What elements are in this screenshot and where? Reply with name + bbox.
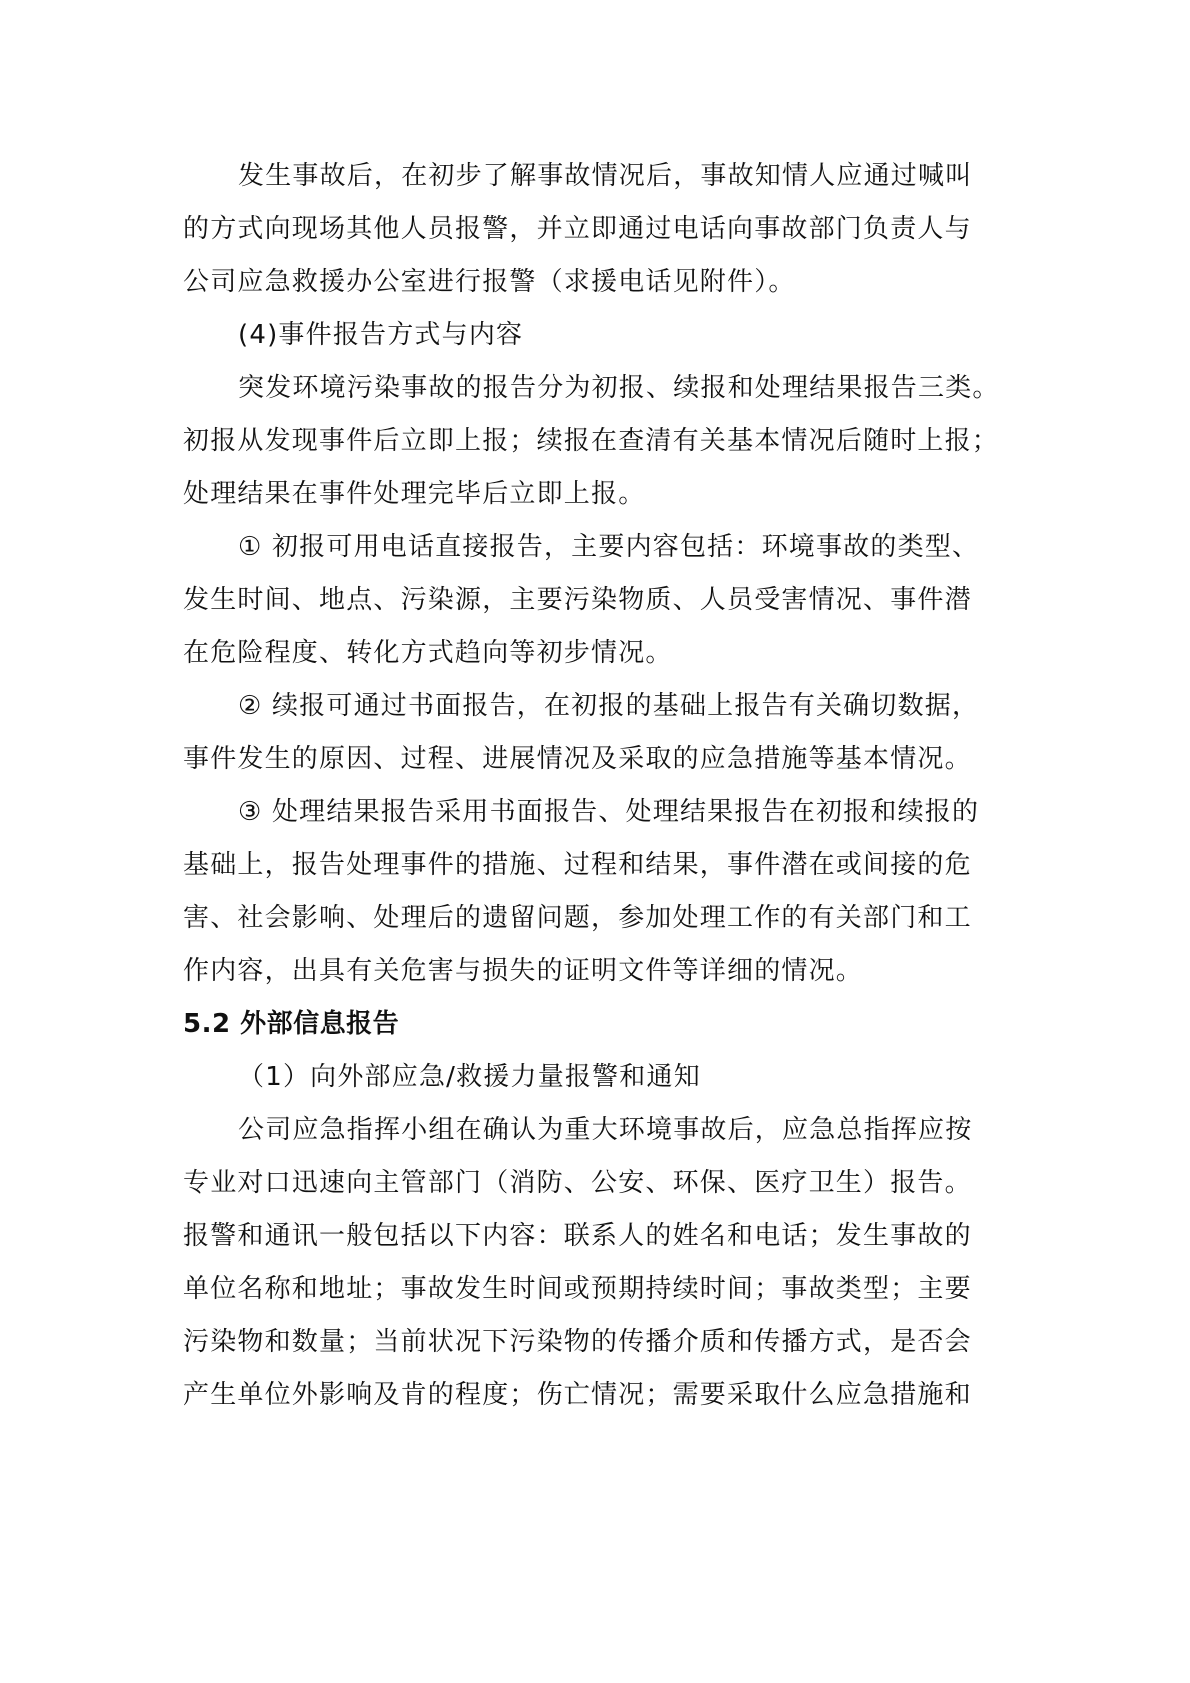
list-item-3-line: 基础上，报告处理事件的措施、过程和结果，事件潜在或间接的危 — [183, 850, 972, 880]
list-item-1-line: 在危险程度、转化方式趋向等初步情况。 — [183, 638, 673, 668]
paragraph-line: 公司应急救援办公室进行报警（求援电话见附件）。 — [183, 267, 796, 297]
subsection-title: (4)事件报告方式与内容 — [238, 320, 524, 350]
paragraph-line: 发生事故后，在初步了解事故情况后，事故知情人应通过喊叫 — [238, 161, 973, 191]
list-item-2-line: 事件发生的原因、过程、进展情况及采取的应急措施等基本情况。 — [183, 744, 972, 774]
paragraph-line: 单位名称和地址；事故发生时间或预期持续时间；事故类型；主要 — [183, 1274, 972, 1304]
list-item-3-line: 作内容，出具有关危害与损失的证明文件等详细的情况。 — [183, 956, 864, 986]
section-heading: 5.2 外部信息报告 — [183, 1009, 400, 1039]
paragraph-line: 污染物和数量；当前状况下污染物的传播介质和传播方式，是否会 — [183, 1327, 972, 1357]
paragraph-line: 的方式向现场其他人员报警，并立即通过电话向事故部门负责人与 — [183, 214, 972, 244]
paragraph-line: 初报从发现事件后立即上报；续报在查清有关基本情况后随时上报； — [183, 426, 1000, 456]
paragraph-line: 专业对口迅速向主管部门（消防、公安、环保、医疗卫生）报告。 — [183, 1168, 972, 1198]
list-item-1-line: 发生时间、地点、污染源，主要污染物质、人员受害情况、事件潜 — [183, 585, 972, 615]
list-item-3-line: ③ 处理结果报告采用书面报告、处理结果报告在初报和续报的 — [238, 797, 980, 827]
list-item-1-line: ① 初报可用电话直接报告，主要内容包括：环境事故的类型、 — [238, 532, 980, 562]
list-item-3-line: 害、社会影响、处理后的遗留问题，参加处理工作的有关部门和工 — [183, 903, 972, 933]
paragraph-line: 产生单位外影响及肯的程度；伤亡情况；需要采取什么应急措施和 — [183, 1380, 972, 1410]
paragraph-line: 突发环境污染事故的报告分为初报、续报和处理结果报告三类。 — [238, 373, 1000, 403]
list-item-2-line: ② 续报可通过书面报告，在初报的基础上报告有关确切数据， — [238, 691, 980, 721]
subsection-title: （1）向外部应急/救援力量报警和通知 — [238, 1062, 701, 1092]
paragraph-line: 公司应急指挥小组在确认为重大环境事故后，应急总指挥应按 — [238, 1115, 973, 1145]
paragraph-line: 报警和通讯一般包括以下内容：联系人的姓名和电话；发生事故的 — [183, 1221, 972, 1251]
paragraph-line: 处理结果在事件处理完毕后立即上报。 — [183, 479, 646, 509]
